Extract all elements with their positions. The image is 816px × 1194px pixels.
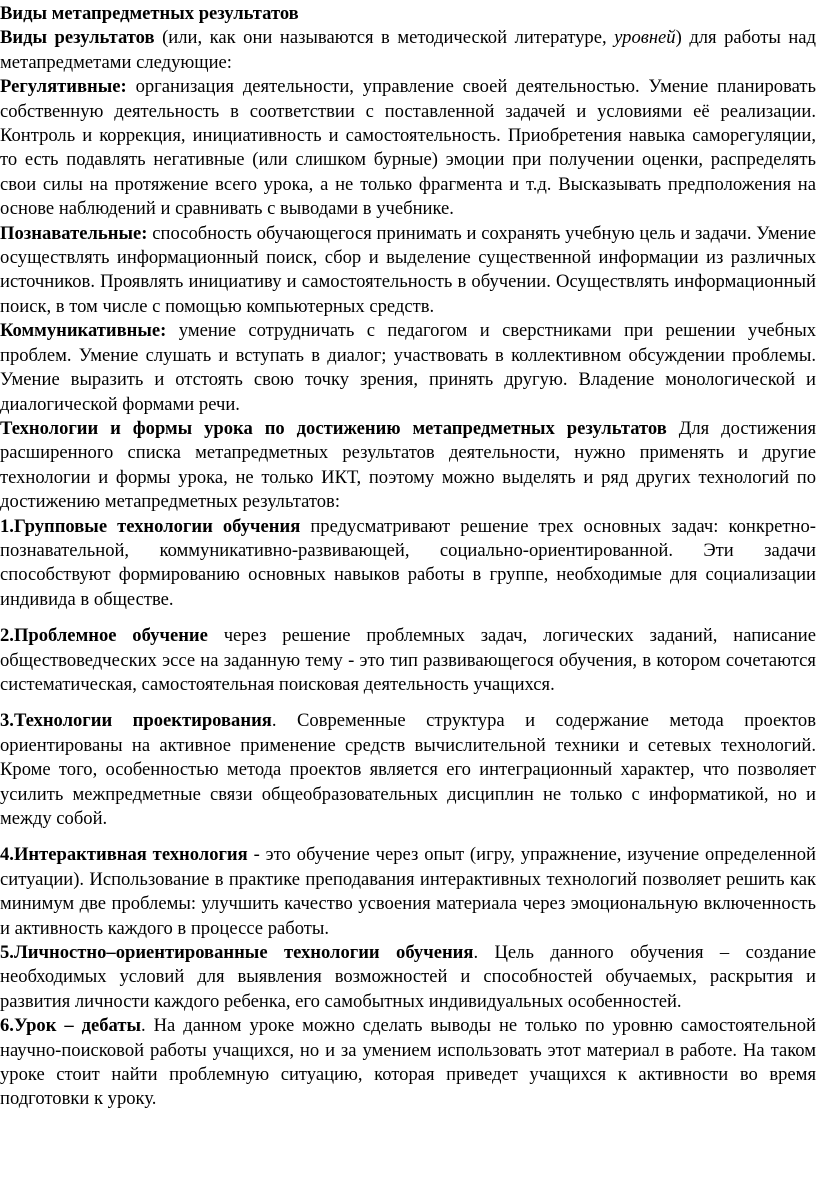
list-item-6 (0, 1014, 816, 1112)
regulative-text: организация деятельности, управление своей деятельностью. Умение планировать собственную деятельность в соответствии с поставленной задачей и условиями её реализации. Контроль и коррекция, инициативность и самостоятельность. Приобретения навыка саморегуляции, то есть подавлять негативные (или слишком бурные) эмоции при получении оценки, распределять свои силы на протяжение всего урока, а не только фрагмента и т.д. Высказывать предположения на основе наблюдений и сравнивать с выводами в учебнике. (0, 76, 816, 220)
regulative-paragraph (0, 75, 816, 221)
technologies-heading: Технологии и формы урока по достижению метапредметных результатов (0, 417, 667, 439)
regulative-heading: Регулятивные: (0, 76, 127, 98)
communicative-paragraph (0, 319, 816, 417)
document-title (0, 2, 816, 26)
item-3-text: . Современные структура и содержание метода проектов ориентированы на активное применение средств вычислительной техники и сетевых технологий. Кроме того, особенностью метода проектов является его интеграционный характер, что позволяет усилить межпредметные связи общеобразовательных дисциплин не только с информатикой, но и между собой. (0, 710, 816, 829)
technologies-text: Для достижения расширенного списка метапредметных результатов деятельности, нужно применять и другие технологии и формы урока, не только ИКТ, поэтому можно выделять и ряд других технологий по достижению метапредметных результатов: (0, 417, 816, 513)
communicative-heading: Коммуникативные: (0, 320, 167, 342)
intro-text-2: ) для работы над метапредметами следующие: (0, 27, 816, 73)
intro-text-1: (или, как они называются в методической литературе, (154, 27, 615, 49)
list-item-3 (0, 709, 816, 831)
item-2-heading: 2.Проблемное обучение (0, 625, 208, 647)
document-body (0, 2, 816, 1112)
item-5-text: . Цель данного обучения – создание необходимых условий для выявления возможностей и способностей обучаемых, раскрытия и развития личности каждого ребенка, его самобытных индивидуальных особенностей. (0, 942, 816, 1012)
list-item-5 (0, 941, 816, 1014)
item-1-heading: 1.Групповые технологии обучения (0, 515, 301, 537)
technologies-paragraph (0, 417, 816, 515)
intro-paragraph (0, 26, 816, 75)
intro-italic: уровней (614, 27, 676, 49)
item-6-text: . На данном уроке можно сделать выводы не только по уровню самостоятельной научно-поисковой работы учащихся, но и за умением использовать этот материал в работе. На таком уроке стоит найти проблемную ситуацию, которая приведет учащихся к активности во время подготовки к уроку. (0, 1015, 816, 1110)
item-6-heading: 6.Урок – дебаты (0, 1015, 142, 1037)
item-2-text: через решение проблемных задач, логических заданий, написание обществоведческих эссе на заданную тему - это тип развивающегося обучения, в котором сочетаются систематическая, самостоятельная поисковая деятельность учащихся. (0, 625, 816, 695)
item-4-text: - это обучение через опыт (игру, упражнение, изучение определенной ситуации). Использование в практике преподавания интерактивных технологий позволяет решить как минимум две проблемы: улучшить качество усвоения материала через эмоциональную включенность и активность каждого в процессе работы. (0, 844, 816, 939)
item-3-heading: 3.Технологии проектирования (0, 710, 272, 732)
item-1-text: предусматривают решение трех основных задач: конкретно-познавательной, коммуникативно-развивающей, социально-ориентированной. Эти задачи способствуют формированию основных навыков работы в группе, необходимые для социализации индивида в обществе. (0, 515, 816, 610)
cognitive-paragraph (0, 222, 816, 320)
list-item-4 (0, 843, 816, 941)
title-text: Виды метапредметных результатов (0, 3, 299, 24)
paragraph-gap (0, 831, 816, 843)
communicative-text: умение сотрудничать с педагогом и сверстниками при решении учебных проблем. Умение слушать и вступать в диалог; участвовать в коллективном обсуждении проблемы. Умение выразить и отстоять свою точку зрения, принять другую. Владение монологической и диалогической формами речи. (0, 320, 816, 415)
item-4-heading: 4.Интерактивная технология (0, 844, 248, 866)
cognitive-text: способность обучающегося принимать и сохранять учебную цель и задачи. Умение осуществлять информационный поиск, сбор и выделение существенной информации из различных источников. Проявлять инициативу и самостоятельность в обучении. Осуществлять информационный поиск, в том числе с помощью компьютерных средств. (0, 222, 816, 317)
intro-lead: Виды результатов (0, 27, 155, 49)
cognitive-heading: Познавательные: (0, 222, 148, 244)
paragraph-gap (0, 612, 816, 624)
list-item-2 (0, 624, 816, 697)
paragraph-gap (0, 697, 816, 709)
list-item-1 (0, 515, 816, 613)
item-5-heading: 5.Личностно–ориентированные технологии обучения (0, 942, 474, 964)
